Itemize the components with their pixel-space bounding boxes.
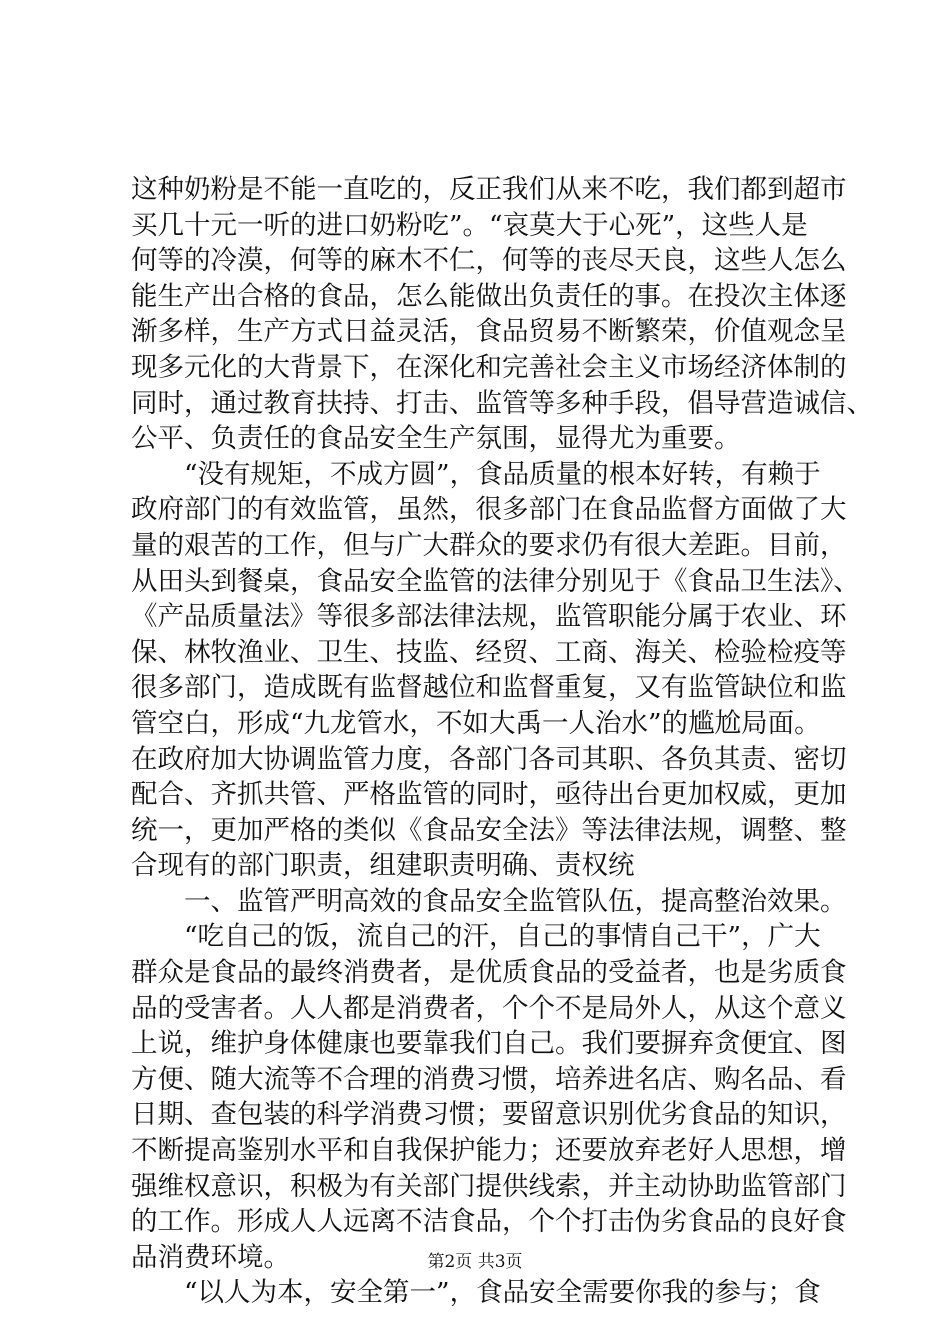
text-line: 同时，通过教育扶持、打击、监管等多种手段，倡导营造诚信、 (131, 387, 873, 419)
text-line: 不断提高鉴别水平和自我保护能力；还要放弃老好人思想，增 (131, 1135, 847, 1167)
body-text (131, 172, 873, 1311)
text-line: 品的受害者。人人都是消费者，个个不是局外人，从这个意义 (131, 992, 847, 1024)
text-line: 日期、查包装的科学消费习惯；要留意识别优劣食品的知识， (131, 1099, 847, 1131)
text-line: 政府部门的有效监管，虽然，很多部门在食品监督方面做了大 (131, 494, 847, 526)
text-line: “吃自己的饭，流自己的汗，自己的事情自己干”，广大 (184, 921, 821, 953)
text-line: 合现有的部门职责，组建职责明确、责权统 (131, 850, 635, 882)
text-line: 渐多样，生产方式日益灵活，食品贸易不断繁荣，价值观念呈 (131, 316, 847, 348)
page-footer: 第2页 共3页 (427, 1252, 523, 1272)
text-line: 在政府加大协调监管力度，各部门各司其职、各负其责、密切 (131, 743, 847, 775)
text-line: 管空白，形成“九龙管水，不如大禹一人治水”的尴尬局面。 (131, 707, 821, 739)
text-line: 何等的冷漠，何等的麻木不仁，何等的丧尽天良，这些人怎么 (131, 245, 847, 277)
text-line: 公平、负责任的食品安全生产氛围，显得尤为重要。 (131, 423, 741, 455)
text-line: 从田头到餐桌，食品安全监管的法律分别见于《食品卫生法》、 (131, 565, 860, 597)
text-line: 群众是食品的最终消费者，是优质食品的受益者，也是劣质食 (131, 957, 847, 989)
text-line: 这种奶粉是不能一直吃的，反正我们从来不吃，我们都到超市 (131, 174, 847, 205)
text-line: 量的艰苦的工作，但与广大群众的要求仍有很大差距。目前， (131, 529, 847, 561)
text-line: 的工作。形成人人远离不洁食品，个个打击伪劣食品的良好食 (131, 1206, 847, 1238)
text-line: 强维权意识，积极为有关部门提供线索，并主动协助监管部门 (131, 1170, 847, 1202)
text-line: 上说，维护身体健康也要靠我们自己。我们要摒弃贪便宜、图 (131, 1028, 847, 1060)
text-line: 配合、齐抓共管、严格监管的同时，亟待出台更加权威，更加 (131, 779, 847, 811)
text-line: 《产品质量法》等很多部法律法规，监管职能分属于农业、环 (131, 601, 847, 633)
text-line: 品消费环境。 (131, 1241, 290, 1273)
text-line: “没有规矩，不成方圆”，食品质量的根本好转，有赖于 (184, 458, 821, 490)
text-line: 一、监管严明高效的食品安全监管队伍，提高整治效果。 (184, 885, 847, 917)
text-line: 现多元化的大背景下，在深化和完善社会主义市场经济体制的 (131, 351, 847, 383)
text-line: “以人为本，安全第一”，食品安全需要你我的参与；食 (184, 1277, 821, 1309)
text-line: 能生产出合格的食品，怎么能做出负责任的事。在投次主体逐 (131, 280, 847, 312)
text-line: 买几十元一听的进口奶粉吃”。“哀莫大于心死”，这些人是 (131, 209, 808, 241)
text-line: 方便、随大流等不合理的消费习惯，培养进名店、购名品、看 (131, 1063, 847, 1095)
text-line: 保、林牧渔业、卫生、技监、经贸、工商、海关、检验检疫等 (131, 636, 847, 668)
text-line: 很多部门，造成既有监督越位和监督重复，又有监管缺位和监 (131, 672, 847, 704)
text-line: 统一，更加严格的类似《食品安全法》等法律法规，调整、整 (131, 814, 847, 846)
